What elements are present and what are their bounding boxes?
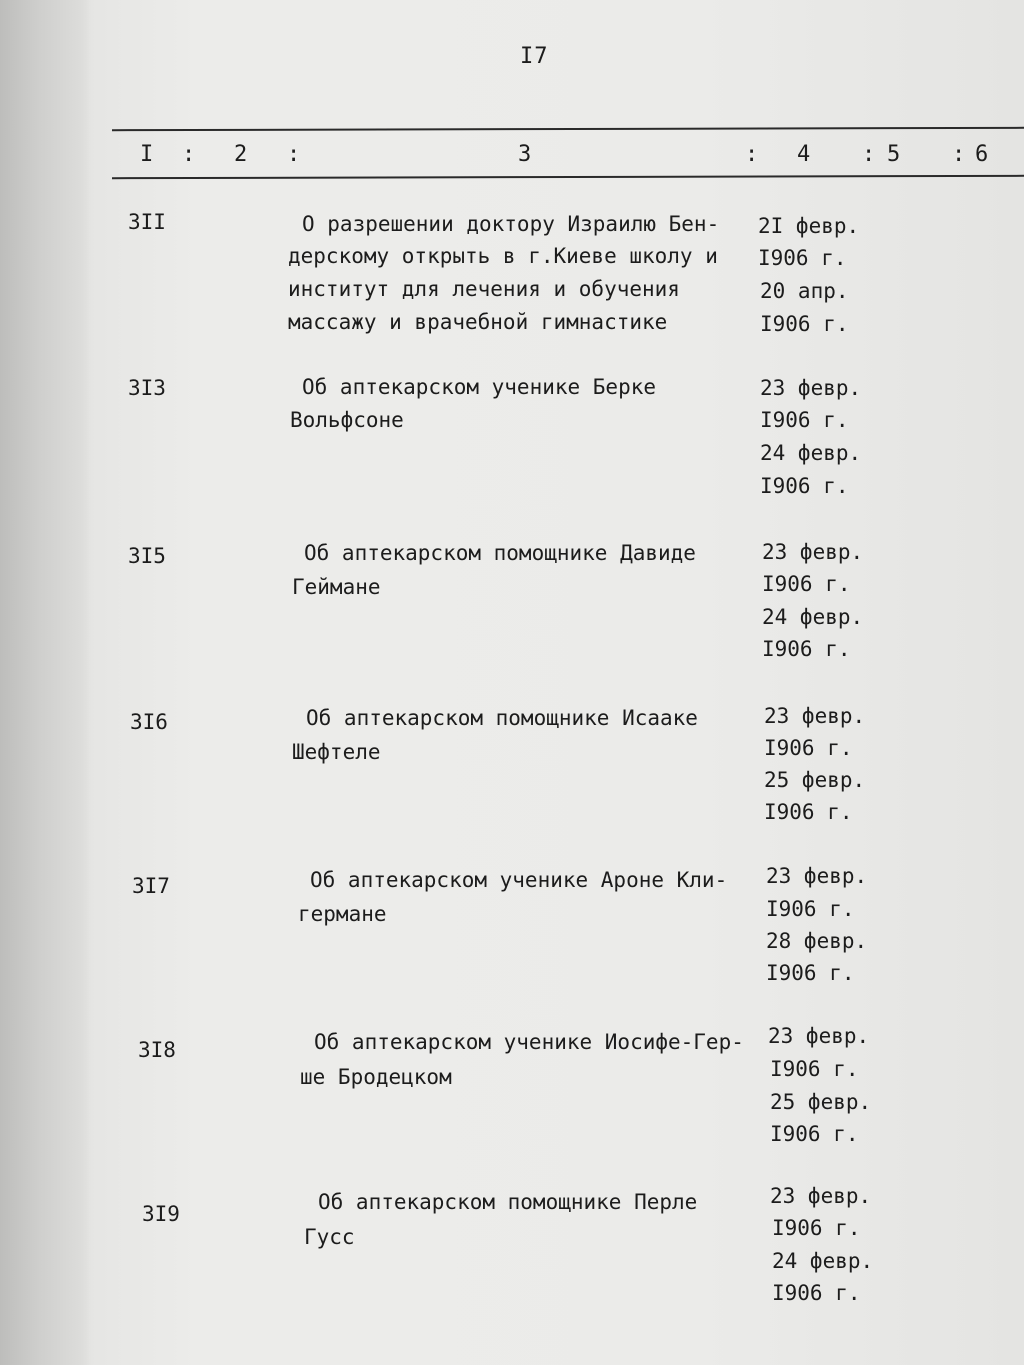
record-end-year: I906 г. [760, 312, 849, 336]
record-start-year: I906 г. [760, 408, 849, 432]
record-end-year: I906 г. [762, 637, 851, 661]
header-col-2: 2 [234, 142, 248, 167]
record-start-date: 23 февр. [760, 376, 862, 400]
record-title-line: Об аптекарском помощнике Давиде [304, 541, 696, 565]
record-start-year: I906 г. [772, 1216, 861, 1240]
record-title-line: О разрешении доктору Израилю Бен- [302, 212, 720, 236]
record-end-date: 25 февр. [764, 768, 866, 792]
record-end-date: 24 февр. [762, 605, 864, 629]
table-header-top-rule [112, 127, 1024, 131]
record-number: 3I8 [138, 1038, 176, 1062]
record-start-year: I906 г. [764, 736, 853, 760]
header-col-3: 3 [518, 142, 532, 167]
record-title-line: массажу и врачебной гимнастике [288, 310, 668, 334]
record-number: 3I6 [130, 710, 168, 734]
record-title-line: Об аптекарском помощнике Перле [318, 1190, 698, 1214]
record-end-year: I906 г. [770, 1122, 859, 1146]
header-col-4: 4 [797, 142, 811, 167]
record-start-date: 23 февр. [768, 1024, 870, 1048]
table-header-bottom-rule [112, 175, 1024, 179]
record-start-year: I906 г. [758, 246, 847, 270]
header-separator: : [745, 142, 759, 167]
record-start-date: 23 февр. [766, 864, 868, 888]
record-number: 3I3 [128, 376, 166, 400]
record-title-line: Об аптекарском ученике Ароне Кли- [310, 868, 728, 892]
record-title-line: Геймане [292, 575, 381, 599]
record-title-line: Вольфсоне [290, 408, 404, 432]
header-col-6: 6 [975, 142, 989, 167]
record-end-year: I906 г. [764, 800, 853, 824]
record-title-line: дерскому открыть в г.Киеве школу и [288, 244, 718, 268]
header-separator: : [952, 142, 966, 167]
record-end-year: I906 г. [760, 474, 849, 498]
record-number: 3I5 [128, 544, 166, 568]
record-number: 3I9 [142, 1202, 180, 1226]
record-title-line: германе [298, 902, 387, 926]
record-end-date: 25 февр. [770, 1090, 872, 1114]
record-end-date: 20 апр. [760, 279, 849, 303]
page-number: I7 [520, 44, 549, 69]
record-end-year: I906 г. [772, 1281, 861, 1305]
record-title-line: ше Бродецком [300, 1065, 452, 1089]
record-start-date: 23 февр. [764, 704, 866, 728]
header-separator: : [182, 142, 196, 167]
record-start-date: 23 февр. [762, 540, 864, 564]
record-title-line: Об аптекарском помощнике Исааке [306, 706, 698, 730]
record-start-date: 23 февр. [770, 1184, 872, 1208]
record-start-date: 2I февр. [758, 214, 860, 238]
record-number: 3I7 [132, 874, 170, 898]
record-end-date: 28 февр. [766, 929, 868, 953]
page-binding-shadow [0, 0, 90, 1365]
record-title-line: институт для лечения и обучения [288, 277, 680, 301]
record-end-date: 24 февр. [760, 441, 862, 465]
record-start-year: I906 г. [770, 1057, 859, 1081]
record-end-year: I906 г. [766, 961, 855, 985]
header-col-5: 5 [887, 142, 901, 167]
header-separator: : [287, 142, 301, 167]
record-start-year: I906 г. [766, 897, 855, 921]
record-title-line: Об аптекарском ученике Иосифе-Гер- [314, 1030, 744, 1054]
header-col-1: I [140, 142, 154, 167]
record-title-line: Об аптекарском ученике Берке [302, 375, 657, 399]
record-title-line: Гусс [304, 1225, 355, 1249]
record-end-date: 24 февр. [772, 1249, 874, 1273]
header-separator: : [862, 142, 876, 167]
record-title-line: Шефтеле [292, 740, 381, 764]
record-number: 3II [128, 210, 166, 234]
record-start-year: I906 г. [762, 572, 851, 596]
